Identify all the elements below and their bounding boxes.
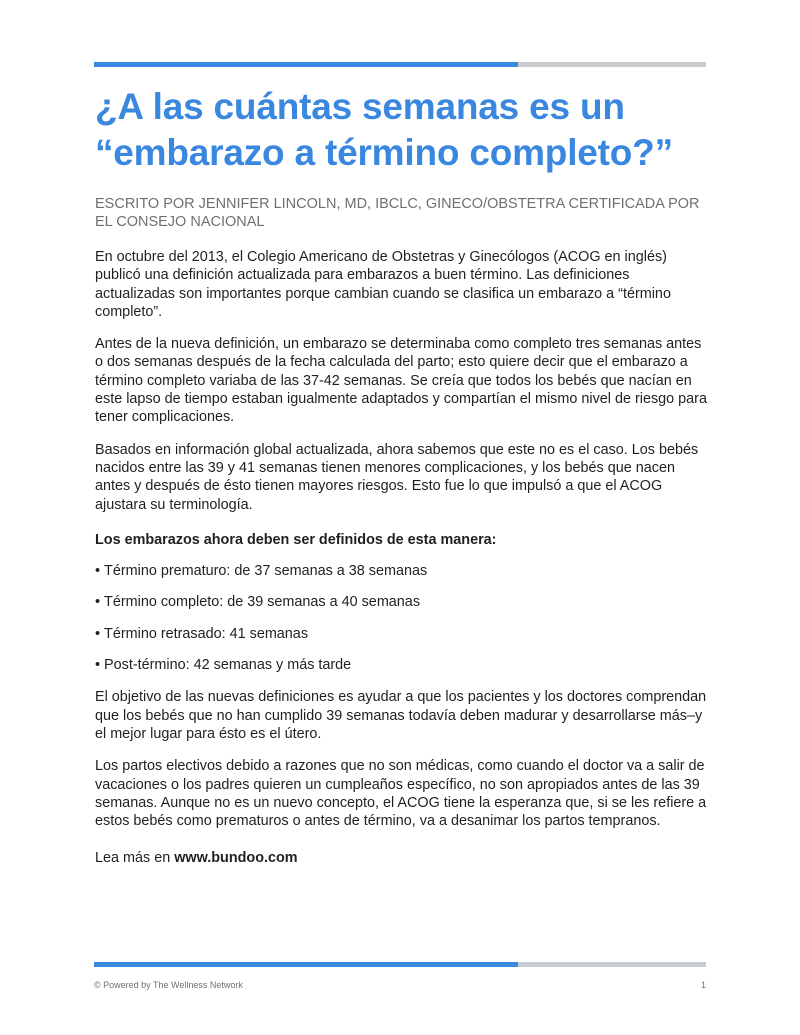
paragraph-3: Basados en información global actualizada, ahora sabemos que este no es el caso. Los bebés nacidos entre las 39 y 41 semanas tienen menores complicaciones, y los bebés que nacen antes y después de ésto tienen mayores riesgos. Esto fue lo que impulsó a que el ACOG ajustara su terminología. [95,441,699,513]
paragraph-5: Los partos electivos debido a razones que no son médicas, como cuando el doctor va a salir de vacaciones o los padres quieren un cumpleaños específico, no son apropiados antes de las 39 semanas. Aunque no es un nuevo concepto, el ACOG tiene la esperanza que, si se les refiere a estos bebés como prematuros o antes de término, va a desanimar los partos tempranos. [95,758,707,830]
footer-credit: © Powered by The Wellness Network [94,980,243,990]
page-title: ¿A las cuántas semanas es un “embarazo a término completo?” [95,86,673,173]
definitions-subheading: Los embarazos ahora deben ser definidos de esta manera: [95,531,497,548]
top-divider-gray [518,62,706,67]
paragraph-2: Antes de la nueva definición, un embarazo se determinaba como completo tres semanas antes o dos semanas después de la fecha calculada del parto; esto quiere decir que el embarazo a término completo variaba de las 37-42 semanas. Se creía que todos los bebés que nacían en este lapso de tiempo estaban igualmente adaptados y compartían el mismo nivel de riesgo para tener complicaciones. [95,336,707,426]
paragraph-4: El objetivo de las nuevas definiciones es ayudar a que los pacientes y los doctores comprendan que los bebés que no han cumplido 39 semanas todavía deben madurar y desarrollarse más–y el mejor lugar para ésto es el útero. [95,689,707,742]
list-item-text: Término prematuro: de 37 semanas a 38 semanas [104,563,428,580]
paragraph-1: En octubre del 2013, el Colegio Americano de Obstetras y Ginecólogos (ACOG en inglés) publicó una definición actualizada para embarazos a buen término. Las definiciones actualizadas son importantes porque cambian cuando se clasifica un embarazo a “término completo”. [95,249,671,320]
read-more-prefix: Lea más en [95,850,171,867]
bundoo-link[interactable]: www.bundoo.com [174,850,298,867]
bullet-marker: • [95,563,101,580]
read-more [95,849,707,867]
list-item [95,656,707,674]
definitions-list [95,562,707,674]
bullet-marker: • [95,625,101,642]
list-item [95,562,707,580]
top-divider-accent [94,62,518,67]
bullet-marker: • [95,657,101,674]
page-number: 1 [700,980,706,990]
author-byline: ESCRITO POR JENNIFER LINCOLN, MD, IBCLC, GINECO/OBSTETRA CERTIFICADA POR EL CONSEJO NACIONAL [95,196,700,230]
bottom-divider [94,962,706,967]
list-item [95,625,707,643]
list-item-text: Término completo: de 39 semanas a 40 semanas [104,594,421,611]
bottom-divider-gray [518,962,706,967]
bottom-divider-accent [94,962,518,967]
top-divider [94,62,706,67]
list-item-text: Término retrasado: 41 semanas [104,625,309,642]
list-item-text: Post-término: 42 semanas y más tarde [104,657,352,674]
bullet-marker: • [95,594,101,611]
list-item [95,593,707,611]
article [95,84,707,868]
